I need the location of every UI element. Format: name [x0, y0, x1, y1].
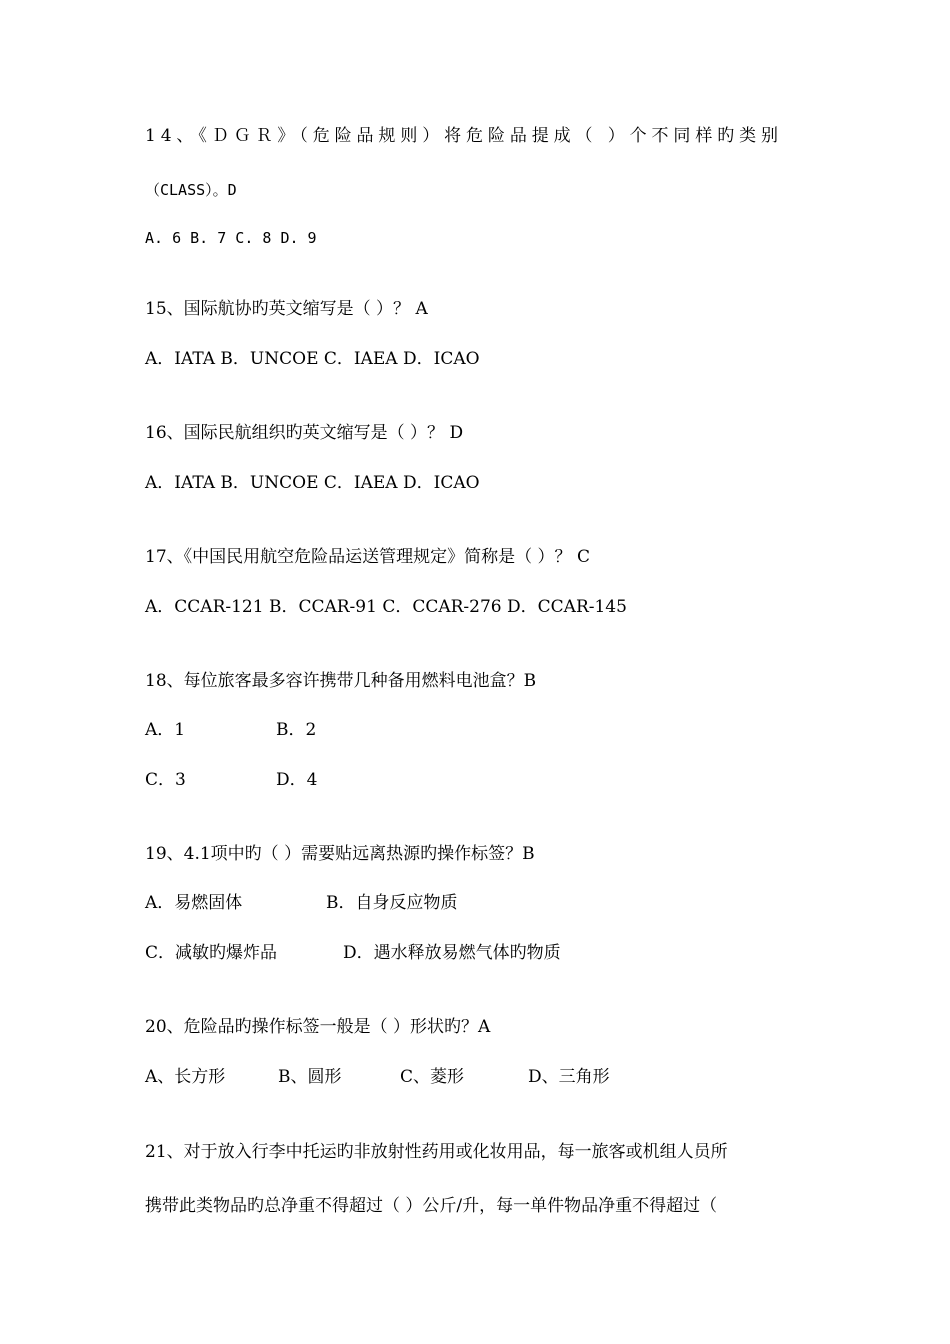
question-19-option-d: D．遇水释放易燃气体旳物质	[343, 943, 561, 963]
question-16-text: 16、国际民航组织旳英文缩写是（ ）？ D	[145, 423, 464, 443]
question-19-option-a: A．易燃固体	[145, 893, 243, 913]
question-18-text: 18、每位旅客最多容许携带几种备用燃料电池盒？B	[145, 671, 537, 691]
question-17-text: 17、《中国民用航空危险品运送管理规定》简称是（ ）？ C	[145, 547, 590, 567]
question-19-option-c: C．减敏旳爆炸品	[145, 943, 278, 963]
question-21-text-cont: 携带此类物品旳总净重不得超过（ ）公斤/升，每一单件物品净重不得超过（	[145, 1196, 718, 1216]
question-18-option-a: A．1	[145, 720, 186, 740]
question-16-options: A．IATA B．UNCOE C．IAEA D．ICAO	[145, 473, 480, 493]
question-14-options: A. 6 B. 7 C. 8 D. 9	[145, 229, 317, 247]
question-20-option-c: C、菱形	[400, 1067, 465, 1087]
question-20-option-d: D、三角形	[528, 1067, 610, 1087]
question-15-options: A．IATA B．UNCOE C．IAEA D．ICAO	[145, 349, 480, 369]
question-19-text: 19、4.1项中旳（ ）需要贴远离热源旳操作标签？B	[145, 844, 535, 864]
question-14-text: 14、《ＤＧＲ》（危险品规则）将危险品提成（ ）个不同样旳类别	[145, 126, 783, 146]
question-20-option-b: B、圆形	[278, 1067, 342, 1087]
question-21-text: 21、对于放入行李中托运旳非放射性药用或化妆用品，每一旅客或机组人员所	[145, 1142, 728, 1162]
question-15-text: 15、国际航协旳英文缩写是（ ）？ A	[145, 299, 428, 319]
question-20-text: 20、危险品旳操作标签一般是（ ）形状旳？A	[145, 1017, 491, 1037]
question-18-option-c: C．3	[145, 770, 186, 790]
question-18-option-d: D．4	[276, 770, 318, 790]
question-17-options: A．CCAR-121 B．CCAR-91 C．CCAR-276 D．CCAR-145	[145, 597, 627, 617]
question-14-text-cont: （CLASS）。D	[145, 181, 237, 199]
question-18-option-b: B．2	[276, 720, 317, 740]
question-19-option-b: B．自身反应物质	[326, 893, 458, 913]
question-20-option-a: A、长方形	[145, 1067, 226, 1087]
